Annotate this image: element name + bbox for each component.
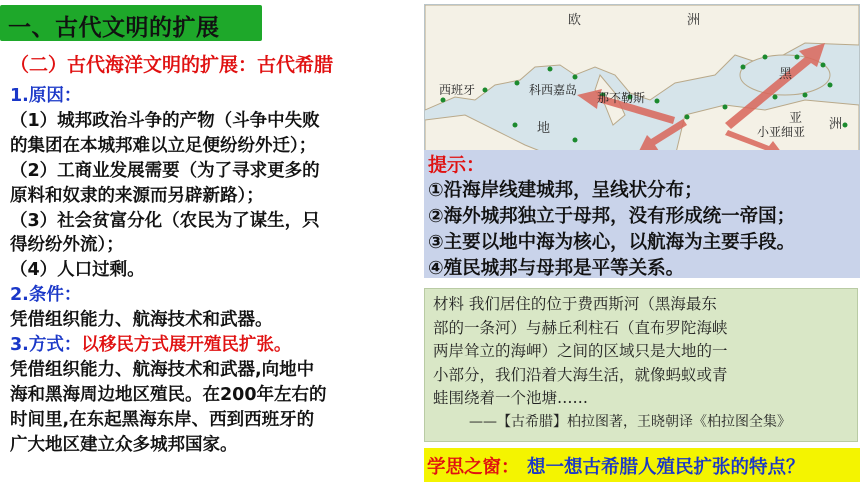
cause-line: （2）工商业发展需要（为了寻求更多的 <box>10 160 320 181</box>
map-label-europe: 欧 <box>568 13 582 28</box>
page-title: 一、古代文明的扩展 <box>8 15 220 41</box>
cause-line: 原料和奴隶的来源而另辟新路）； <box>10 185 264 206</box>
cause-line: 的集团在本城邦难以立足便纷纷外迁）； <box>10 135 317 156</box>
method-heading-line <box>10 333 412 358</box>
method-line: 海和黑海周边地区殖民。在200年左右的 <box>10 384 327 405</box>
hint-item: ①沿海岸线建城邦，呈线状分布； <box>428 180 703 201</box>
hint-box <box>424 150 860 278</box>
question-bar <box>424 448 860 482</box>
conditions-text: 凭借组织能力、航海技术和武器。 <box>10 310 273 331</box>
hint-item: ③主要以地中海为核心，以航海为主要手段。 <box>428 232 796 253</box>
question-label: 学思之窗： <box>427 457 520 478</box>
method-highlight: 以移民方式展开殖民扩张。 <box>81 335 292 356</box>
method-heading: 3.方式： <box>10 335 82 356</box>
causes-heading: 1.原因： <box>10 86 82 106</box>
cause-line: 得纷纷外流）； <box>10 235 124 256</box>
material-source: ——【古希腊】柏拉图著，王晓朝译《柏拉图全集》 <box>469 413 791 430</box>
hint-item: ②海外城邦独立于母邦，没有形成统一帝国； <box>428 206 796 227</box>
map-label-europe: 洲 <box>687 13 701 28</box>
material-box <box>424 288 858 442</box>
colonization-map <box>424 4 860 158</box>
method-line: 广大地区建立众多城邦国家。 <box>10 434 238 455</box>
material-line: 两岸耸立的海岬）之间的区域只是大地的一 <box>433 342 728 361</box>
map-label-mediterranean: 地 <box>537 121 551 136</box>
map-label-asia: 亚 <box>789 111 803 126</box>
map-label-asia-minor: 小亚细亚 <box>757 125 806 139</box>
map-label-black-sea: 黑 <box>779 67 793 82</box>
material-line: 部的一条河）与赫丘利柱石（直布罗陀海峡 <box>433 318 728 337</box>
material-line: 蛙围绕着一个池塘…… <box>433 389 589 408</box>
map-label-spain: 西班牙 <box>439 83 476 97</box>
material-line: 小部分，我们沿着大海生活，就像蚂蚁或青 <box>433 365 728 384</box>
hint-item: ④殖民城邦与母邦是平等关系。 <box>428 258 685 279</box>
hint-title: 提示： <box>428 154 486 176</box>
map-label-asia: 洲 <box>829 117 843 132</box>
method-line: 时间里,在东起黑海东岸、西到西班牙的 <box>10 409 315 430</box>
map-label-corsica: 科西嘉岛 <box>529 83 578 97</box>
map-label-italy: 那不勒斯 <box>597 91 646 105</box>
material-line: 材料 我们居住的位于费西斯河（黑海最东 <box>433 295 717 313</box>
cause-line: （3）社会贫富分化（农民为了谋生，只 <box>10 210 320 231</box>
cause-line: （4）人口过剩。 <box>10 260 145 281</box>
conditions-heading: 2.条件： <box>10 285 82 306</box>
left-content <box>10 84 412 458</box>
title-bar <box>0 5 262 41</box>
method-line: 凭借组织能力、航海技术和武器,向地中 <box>10 359 315 380</box>
cause-line: （1）城邦政治斗争的产物（斗争中失败 <box>10 110 320 131</box>
question-text: 想一想古希腊人殖民扩张的特点？ <box>527 457 805 478</box>
section-subtitle: （二）古代海洋文明的扩展：古代希腊 <box>10 54 334 76</box>
